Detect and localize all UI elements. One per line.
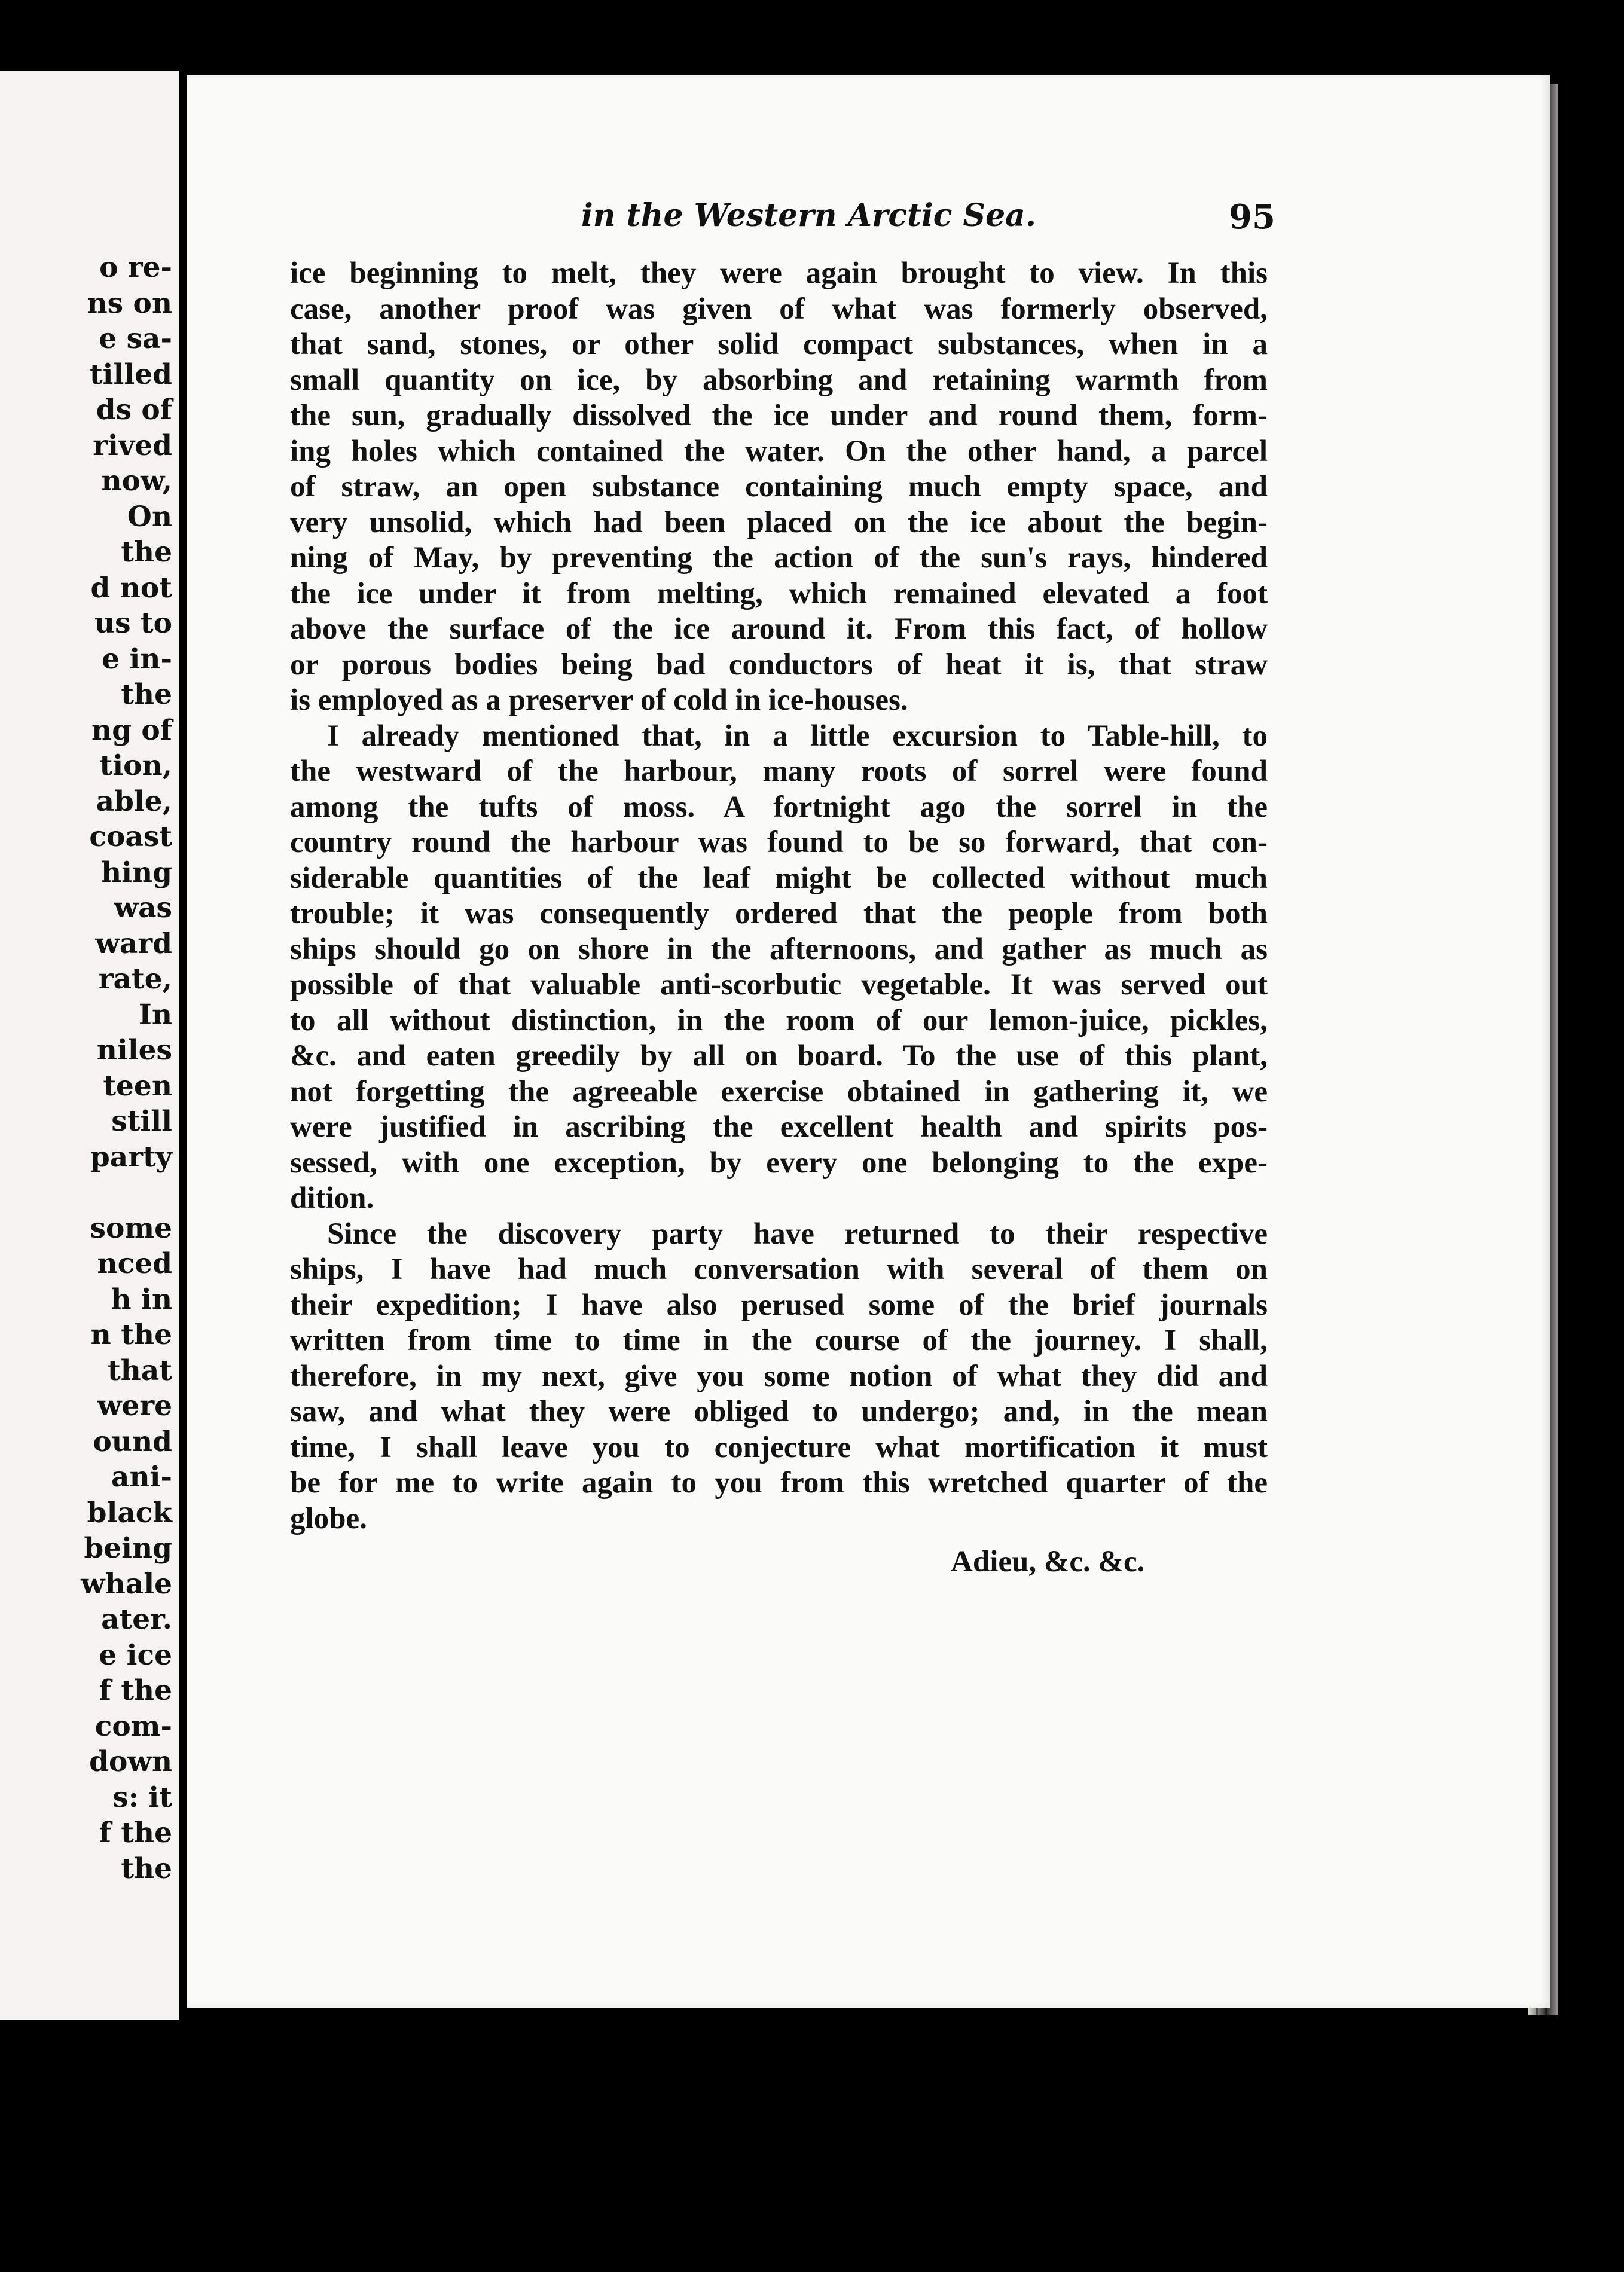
text-line: ships, I have had much conversation with several of them on — [290, 1253, 1268, 1286]
previous-page-line: f the — [99, 1674, 172, 1707]
previous-page-line: ns on — [87, 286, 172, 320]
text-line: not forgetting the agreeable exercise obtained in gathering it, we — [290, 1074, 1268, 1108]
text-line: small quantity on ice, by absorbing and retaining warmth from — [290, 363, 1268, 397]
text-line: ice beginning to melt, they were again brought to view. In this — [290, 256, 1268, 290]
previous-page-line: the — [121, 678, 172, 711]
previous-page-line — [0, 1175, 172, 1211]
text-line: I already mentioned that, in a little excursion to Table-hill, to — [327, 719, 1268, 753]
previous-page-line: down — [89, 1745, 172, 1778]
previous-page-line: party — [90, 1140, 172, 1174]
previous-page-line: able, — [96, 784, 172, 818]
previous-page-line: ng of — [91, 713, 172, 747]
text-line: above the surface of the ice around it. From this fact, of hollow — [290, 612, 1268, 646]
text-line: country round the harbour was found to be so forward, that con- — [290, 826, 1268, 859]
page-number: 95 — [1229, 197, 1275, 237]
text-line: among the tufts of moss. A fortnight ago the sorrel in the — [290, 790, 1268, 824]
previous-page-line: ound — [93, 1425, 172, 1458]
previous-page-line: f the — [99, 1816, 172, 1849]
text-line: saw, and what they were obliged to undergo; and, in the mean — [290, 1395, 1268, 1428]
previous-page-line: In — [138, 998, 172, 1031]
previous-page-line: the — [121, 1852, 172, 1885]
text-line: ning of May, by preventing the action of the sun's rays, hindered — [290, 541, 1268, 575]
previous-page-text — [0, 250, 172, 1886]
text-line: siderable quantities of the leaf might be collected without much — [290, 861, 1268, 895]
text-line: trouble; it was consequently ordered that the people from both — [290, 897, 1268, 930]
text-line: to all without distinction, in the room of our lemon-juice, pickles, — [290, 1003, 1268, 1037]
previous-page-line: e ice — [99, 1638, 172, 1672]
previous-page-line: e sa- — [99, 322, 172, 355]
previous-page-line: rate, — [98, 963, 172, 995]
text-line: of straw, an open substance containing much empty space, and — [290, 470, 1268, 503]
paragraph-3 — [290, 1217, 1268, 1537]
running-head: in the Western Arctic Sea. — [581, 197, 1036, 234]
text-line: ships should go on shore in the afternoons, and gather as much as — [290, 932, 1268, 966]
paragraph-1 — [290, 256, 1268, 719]
text-line: dition. — [290, 1181, 374, 1215]
previous-page-line: s: it — [112, 1781, 172, 1814]
body-text — [290, 256, 1268, 1537]
previous-page-line: o re- — [99, 251, 172, 284]
previous-page-line: d not — [90, 571, 172, 604]
previous-page-line: ds of — [96, 393, 172, 426]
text-line: that sand, stones, or other solid compact substances, when in a — [290, 328, 1268, 361]
previous-page-line: com- — [94, 1709, 172, 1743]
previous-page — [0, 71, 179, 2020]
text-line: case, another proof was given of what was formerly observed, — [290, 292, 1268, 326]
previous-page-line: teen — [103, 1069, 172, 1103]
previous-page-line: On — [127, 500, 172, 533]
previous-page-line: coast — [89, 820, 172, 853]
previous-page-line: some — [90, 1211, 172, 1245]
text-line: possible of that valuable anti-scorbutic vegetable. It was served out — [290, 968, 1268, 1001]
previous-page-line: tilled — [89, 358, 172, 391]
previous-page-line: was — [114, 891, 172, 924]
text-line: time, I shall leave you to conjecture what mortification it must — [290, 1430, 1268, 1464]
previous-page-line: ani- — [111, 1461, 172, 1494]
previous-page-line: nced — [97, 1247, 172, 1280]
signoff: Adieu, &c. &c. — [951, 1545, 1145, 1578]
text-line: the westward of the harbour, many roots of sorrel were found — [290, 755, 1268, 788]
text-line: therefore, in my next, give you some notion of what they did and — [290, 1359, 1268, 1393]
previous-page-line: that — [107, 1354, 172, 1387]
text-line: or porous bodies being bad conductors of heat it is, that straw — [290, 648, 1268, 682]
previous-page-line: tion, — [99, 749, 172, 782]
text-line: their expedition; I have also perused some of the brief journals — [290, 1288, 1268, 1322]
text-line: the ice under it from melting, which remained elevated a foot — [290, 576, 1268, 610]
previous-page-line: ater. — [101, 1603, 172, 1636]
previous-page-line: hing — [100, 856, 172, 889]
text-line: be for me to write again to you from this wretched quarter of the — [290, 1466, 1268, 1500]
previous-page-line: n the — [90, 1318, 172, 1351]
previous-page-line: h in — [111, 1282, 172, 1316]
text-line: ing holes which contained the water. On the other hand, a parcel — [290, 434, 1268, 468]
previous-page-line: ward — [95, 927, 172, 960]
text-line: &c. and eaten greedily by all on board. To the use of this plant, — [290, 1039, 1268, 1073]
text-line: very unsolid, which had been placed on the ice about the begin- — [290, 505, 1268, 539]
text-line: Since the discovery party have returned to their respective — [327, 1217, 1268, 1251]
text-line: were justified in ascribing the excellent health and spirits pos- — [290, 1110, 1268, 1144]
previous-page-line: the — [121, 536, 172, 569]
previous-page-line: black — [87, 1496, 172, 1529]
text-line: globe. — [290, 1501, 367, 1535]
previous-page-line: us to — [94, 607, 172, 640]
previous-page-line: e in- — [102, 642, 172, 676]
text-line: written from time to time in the course of the journey. I shall, — [290, 1324, 1268, 1357]
paragraph-2 — [290, 719, 1268, 1217]
text-line: the sun, gradually dissolved the ice under and round them, form- — [290, 399, 1268, 432]
text-line: sessed, with one exception, by every one belonging to the expe- — [290, 1146, 1268, 1180]
text-line: is employed as a preserver of cold in ice-houses. — [290, 683, 908, 717]
previous-page-line: were — [97, 1390, 172, 1422]
previous-page-line: rived — [93, 429, 172, 462]
previous-page-line: now, — [101, 465, 172, 497]
previous-page-line: niles — [96, 1034, 172, 1067]
previous-page-line: being — [84, 1532, 172, 1565]
previous-page-line: whale — [81, 1567, 172, 1601]
previous-page-line: still — [111, 1105, 172, 1138]
